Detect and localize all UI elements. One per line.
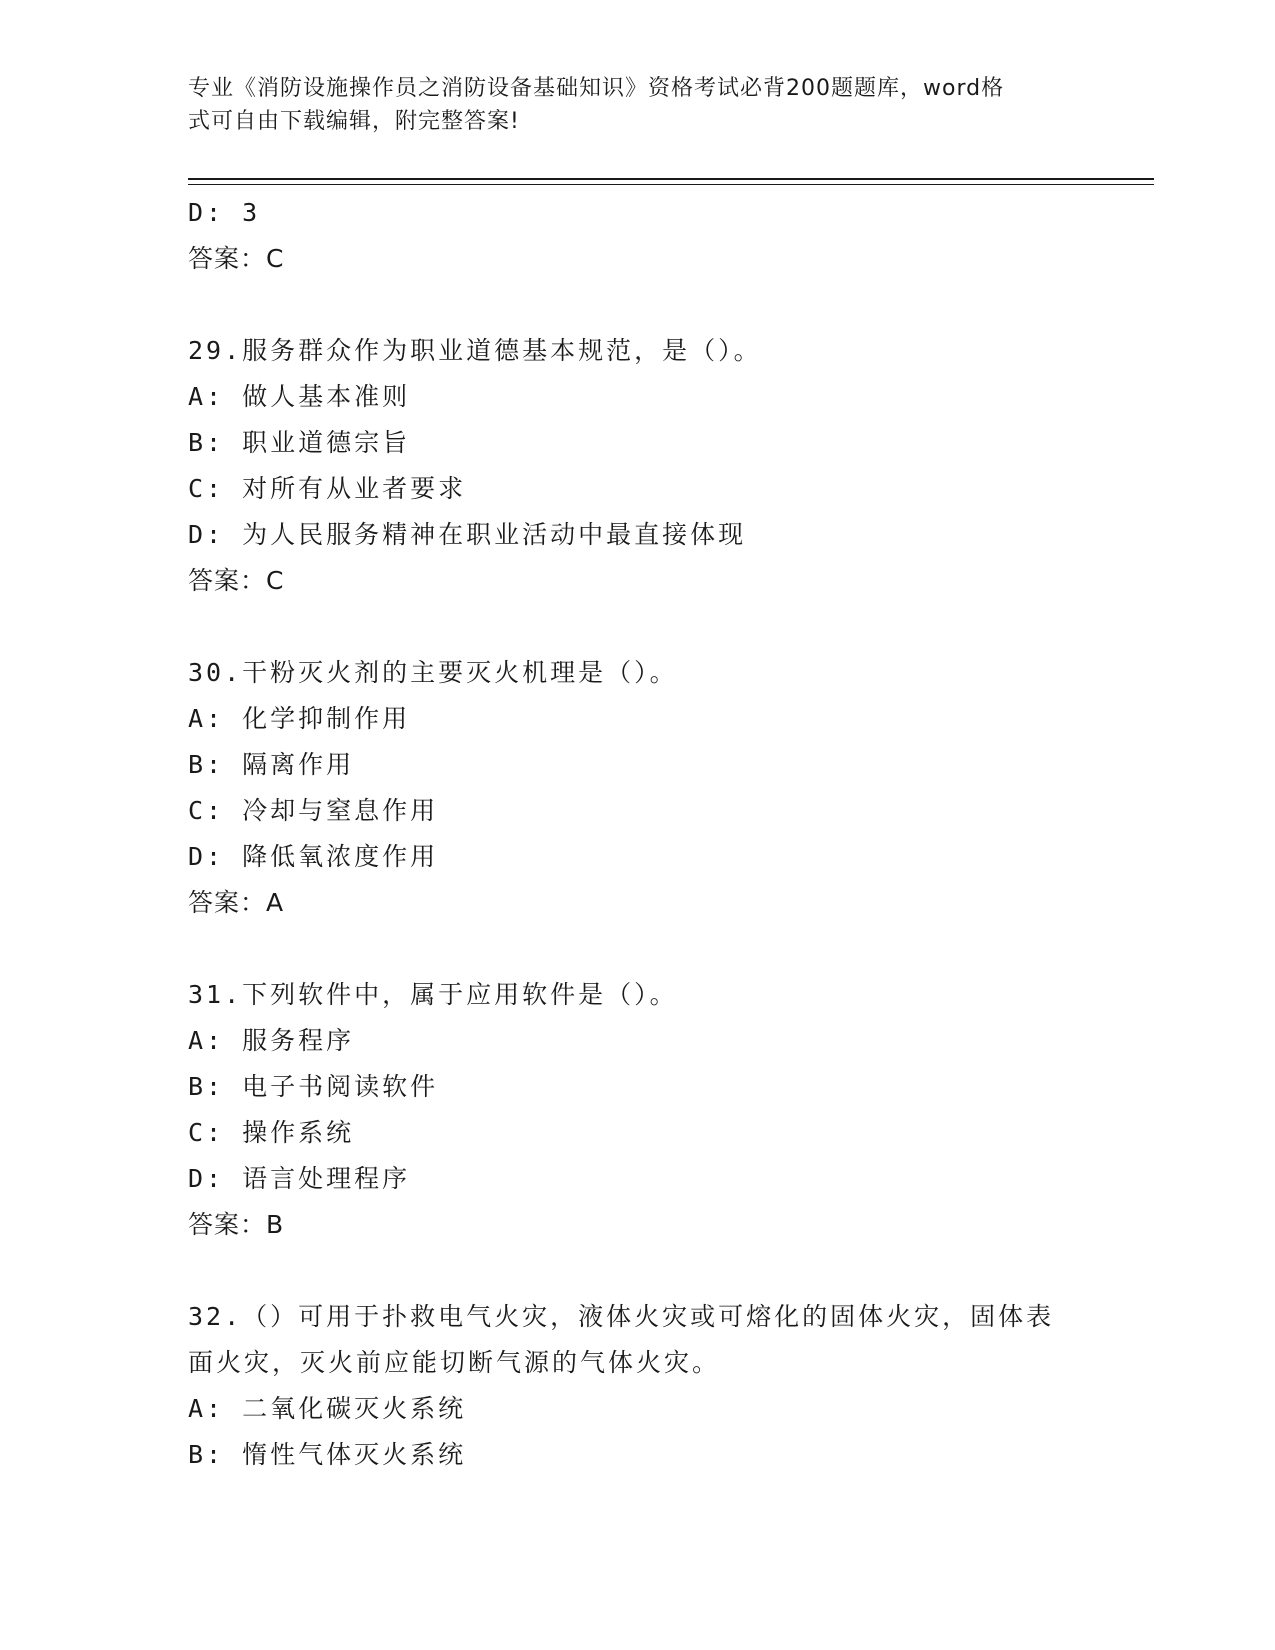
option-a: A: 服务程序 (188, 1026, 355, 1055)
header-line-1: 专业《消防设施操作员之消防设备基础知识》资格考试必背200题题库，word格 (188, 76, 1005, 101)
answer: 答案：A (188, 888, 285, 917)
question-stem-line-1: 32.（）可用于扑救电气火灾，液体火灾或可熔化的固体火灾，固体表 (188, 1302, 1055, 1331)
spacer (188, 1248, 1088, 1294)
spacer (188, 282, 1088, 328)
option-c: C: 对所有从业者要求 (188, 474, 467, 503)
option-b: B: 电子书阅读软件 (188, 1072, 439, 1101)
header-divider-thin (188, 184, 1154, 185)
spacer (188, 926, 1088, 972)
document-header (188, 72, 1088, 138)
option-c: C: 冷却与窒息作用 (188, 796, 439, 825)
answer: 答案：B (188, 1210, 285, 1239)
option-a: A: 二氧化碳灭火系统 (188, 1394, 467, 1423)
option-d: D: 为人民服务精神在职业活动中最直接体现 (188, 520, 747, 549)
option-d: D: 降低氧浓度作用 (188, 842, 439, 871)
answer: 答案：C (188, 566, 285, 595)
question-32 (188, 1294, 1088, 1478)
question-stem-line-2: 面火灾，灭火前应能切断气源的气体火灾。 (188, 1348, 721, 1377)
question-30 (188, 650, 1088, 926)
question-stem: 31.下列软件中，属于应用软件是（）。 (188, 980, 678, 1009)
prev-option-d: D: 3 (188, 198, 261, 227)
option-b: B: 职业道德宗旨 (188, 428, 411, 457)
option-c: C: 操作系统 (188, 1118, 355, 1147)
header-line-2: 式可自由下载编辑，附完整答案! (188, 109, 520, 134)
question-stem: 30.干粉灭火剂的主要灭火机理是（）。 (188, 658, 678, 687)
header-divider-thick (188, 178, 1154, 180)
question-31 (188, 972, 1088, 1248)
prev-answer: 答案：C (188, 244, 285, 273)
question-29 (188, 328, 1088, 604)
question-stem: 29.服务群众作为职业道德基本规范，是（）。 (188, 336, 762, 365)
option-a: A: 做人基本准则 (188, 382, 411, 411)
option-d: D: 语言处理程序 (188, 1164, 411, 1193)
spacer (188, 604, 1088, 650)
option-b: B: 隔离作用 (188, 750, 355, 779)
question-content (188, 190, 1088, 1478)
option-a: A: 化学抑制作用 (188, 704, 411, 733)
option-b: B: 惰性气体灭火系统 (188, 1440, 467, 1469)
